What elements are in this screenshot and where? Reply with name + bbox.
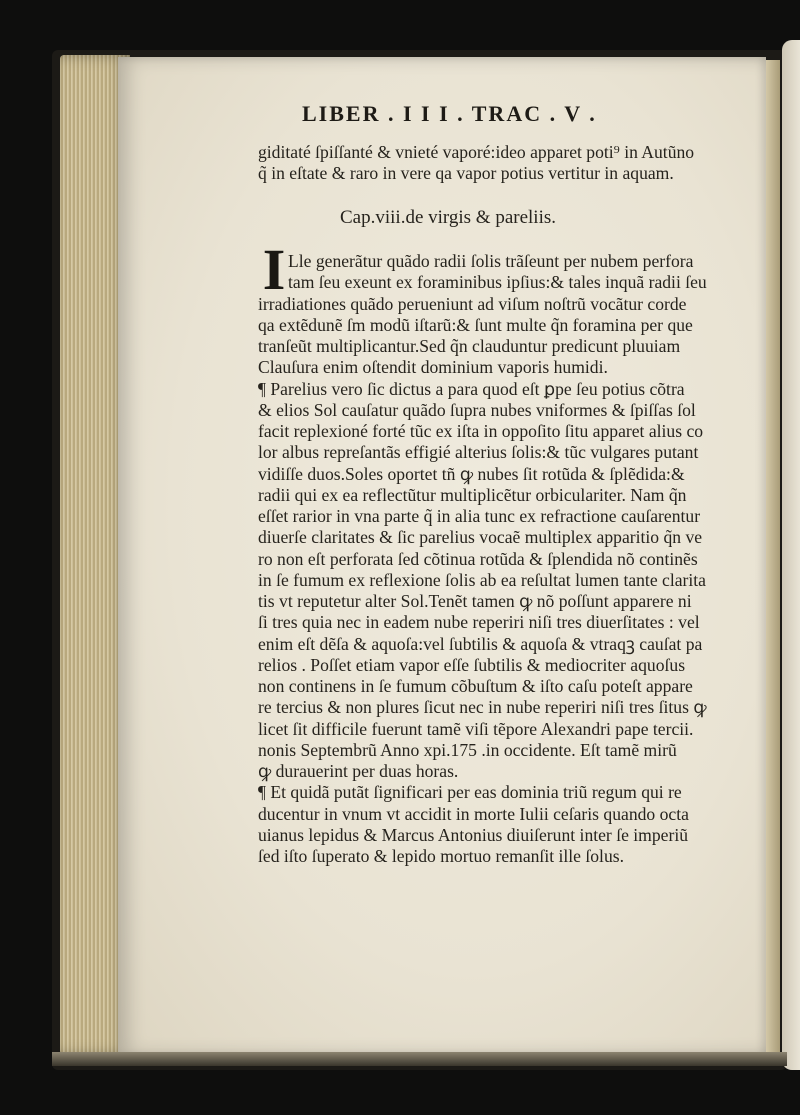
text-line: ¶ Et quidã putãt ſignificari per eas dominia triũ regum qui re [258,782,682,803]
text-line: diuerſe claritates & ſic parelius vocaẽ multiplex apparitio q̃n ve [258,527,703,548]
text-line: radii qui ex ea reflectũtur multiplicẽtur orbiculariter. Nam q̃n [258,484,687,505]
text-line: eſſet rarior in vna parte q̃ in alia tunc ex refractione cauſarentur [258,506,701,526]
text-line: uianus lepidus & Marcus Antonius diuiſerunt inter ſe imperiũ [258,824,689,845]
text-line: re tercius & non plures ſicut nec in nube reperiri niſi tres ſitus ꝙ [258,697,707,718]
running-head: LIBER . I I I . TRAC . V . [302,101,597,126]
intro-paragraph [258,142,718,185]
text-line: ¶ Parelius vero ſic dictus a para quod eſt ꝑpe ſeu potius cõtra [258,378,685,399]
text-line: giditaté ſpiſſanté & vnieté vaporé:ideo apparet poti⁹ in Autũno [258,142,695,162]
drop-capital: I [262,237,286,302]
first-paragraph-lines [258,251,718,294]
text-line: ꝙ durauerint per duas horas. [258,761,459,781]
text-line: Lle generãtur quãdo radii ſolis trãſeunt per nubem perfora [288,251,694,271]
text-line: ſi tres quia nec in eadem nube reperiri niſi tres diuerſitates : vel [258,612,700,633]
text-line: tranſeũt multiplicantur.Sed q̃n clauduntur predicunt pluuiam [258,336,681,356]
text-line: vidiſſe duos.Soles oportet tñ ꝙ nubes ſit rotũda & ſplẽdida:& [258,463,685,484]
text-line: ſed iſto ſuperato & lepido mortuo remanſit ille ſolus. [258,846,624,866]
facing-page-edge [782,40,800,1070]
text-line: non continens in ſe fumum cõbuſtum & iſto caſu poteſt appare [258,676,693,696]
page-edge-right [764,60,780,1060]
text-line: facit replexioné forté tũc ex iſta in oppoſito ſitu apparet alius co [258,421,704,441]
text-line: q̃ in eſtate & raro in vere qa vapor potius vertitur in aquam. [258,163,674,184]
body-text [258,294,718,868]
page-bottom-edge [52,1052,787,1066]
text-line: in ſe fumum ex reflexione ſolis ab ea reſultat lumen tante clarita [258,569,706,590]
text-line: enim eſt dẽſa & aquoſa:vel ſubtilis & aquoſa & vtraqꝫ cauſat pa [258,633,703,654]
text-line: nonis Septembrũ Anno xpi.175 .in occidente. Eſt tamẽ mirũ [258,739,677,760]
text-line: qa extẽdunẽ ſm modũ iſtarũ:& ſunt multe q̃n foramina per que [258,314,693,335]
text-line: ducentur in vnum vt accidit in morte Iulii ceſaris quando octa [258,803,689,824]
text-line: & elios Sol cauſatur quãdo ſupra nubes vniformes & ſpiſſas ſol [258,399,696,420]
text-line: relios . Poſſet etiam vapor eſſe ſubtilis & mediocriter aquoſus [258,654,686,675]
text-line: lor albus repreſantãs effigié alterius ſolis:& tũc vulgares putant [258,442,699,463]
text-line: Clauſura enim oſtendit dominium vaporis humidi. [258,357,608,378]
text-line: irradiationes quãdo perueniunt ad viſum noſtrũ vocãtur corde [258,293,687,314]
text-line: licet ſit difficile fuerunt tamẽ viſi tẽpore Alexandri pape tercii. [258,718,694,739]
text-line: tis vt reputetur alter Sol.Tenẽt tamen ꝙ nõ poſſunt apparere ni [258,591,692,611]
chapter-title: Cap.viii.de virgis & pareliis. [340,207,557,228]
text-line: ro non eſt perforata ſed cõtinua rotũda & ſplendida nõ continẽs [258,548,698,569]
text-line: tam ſeu exeunt ex foraminibus ipſius:& tales inquã radii ſeu [288,272,707,293]
